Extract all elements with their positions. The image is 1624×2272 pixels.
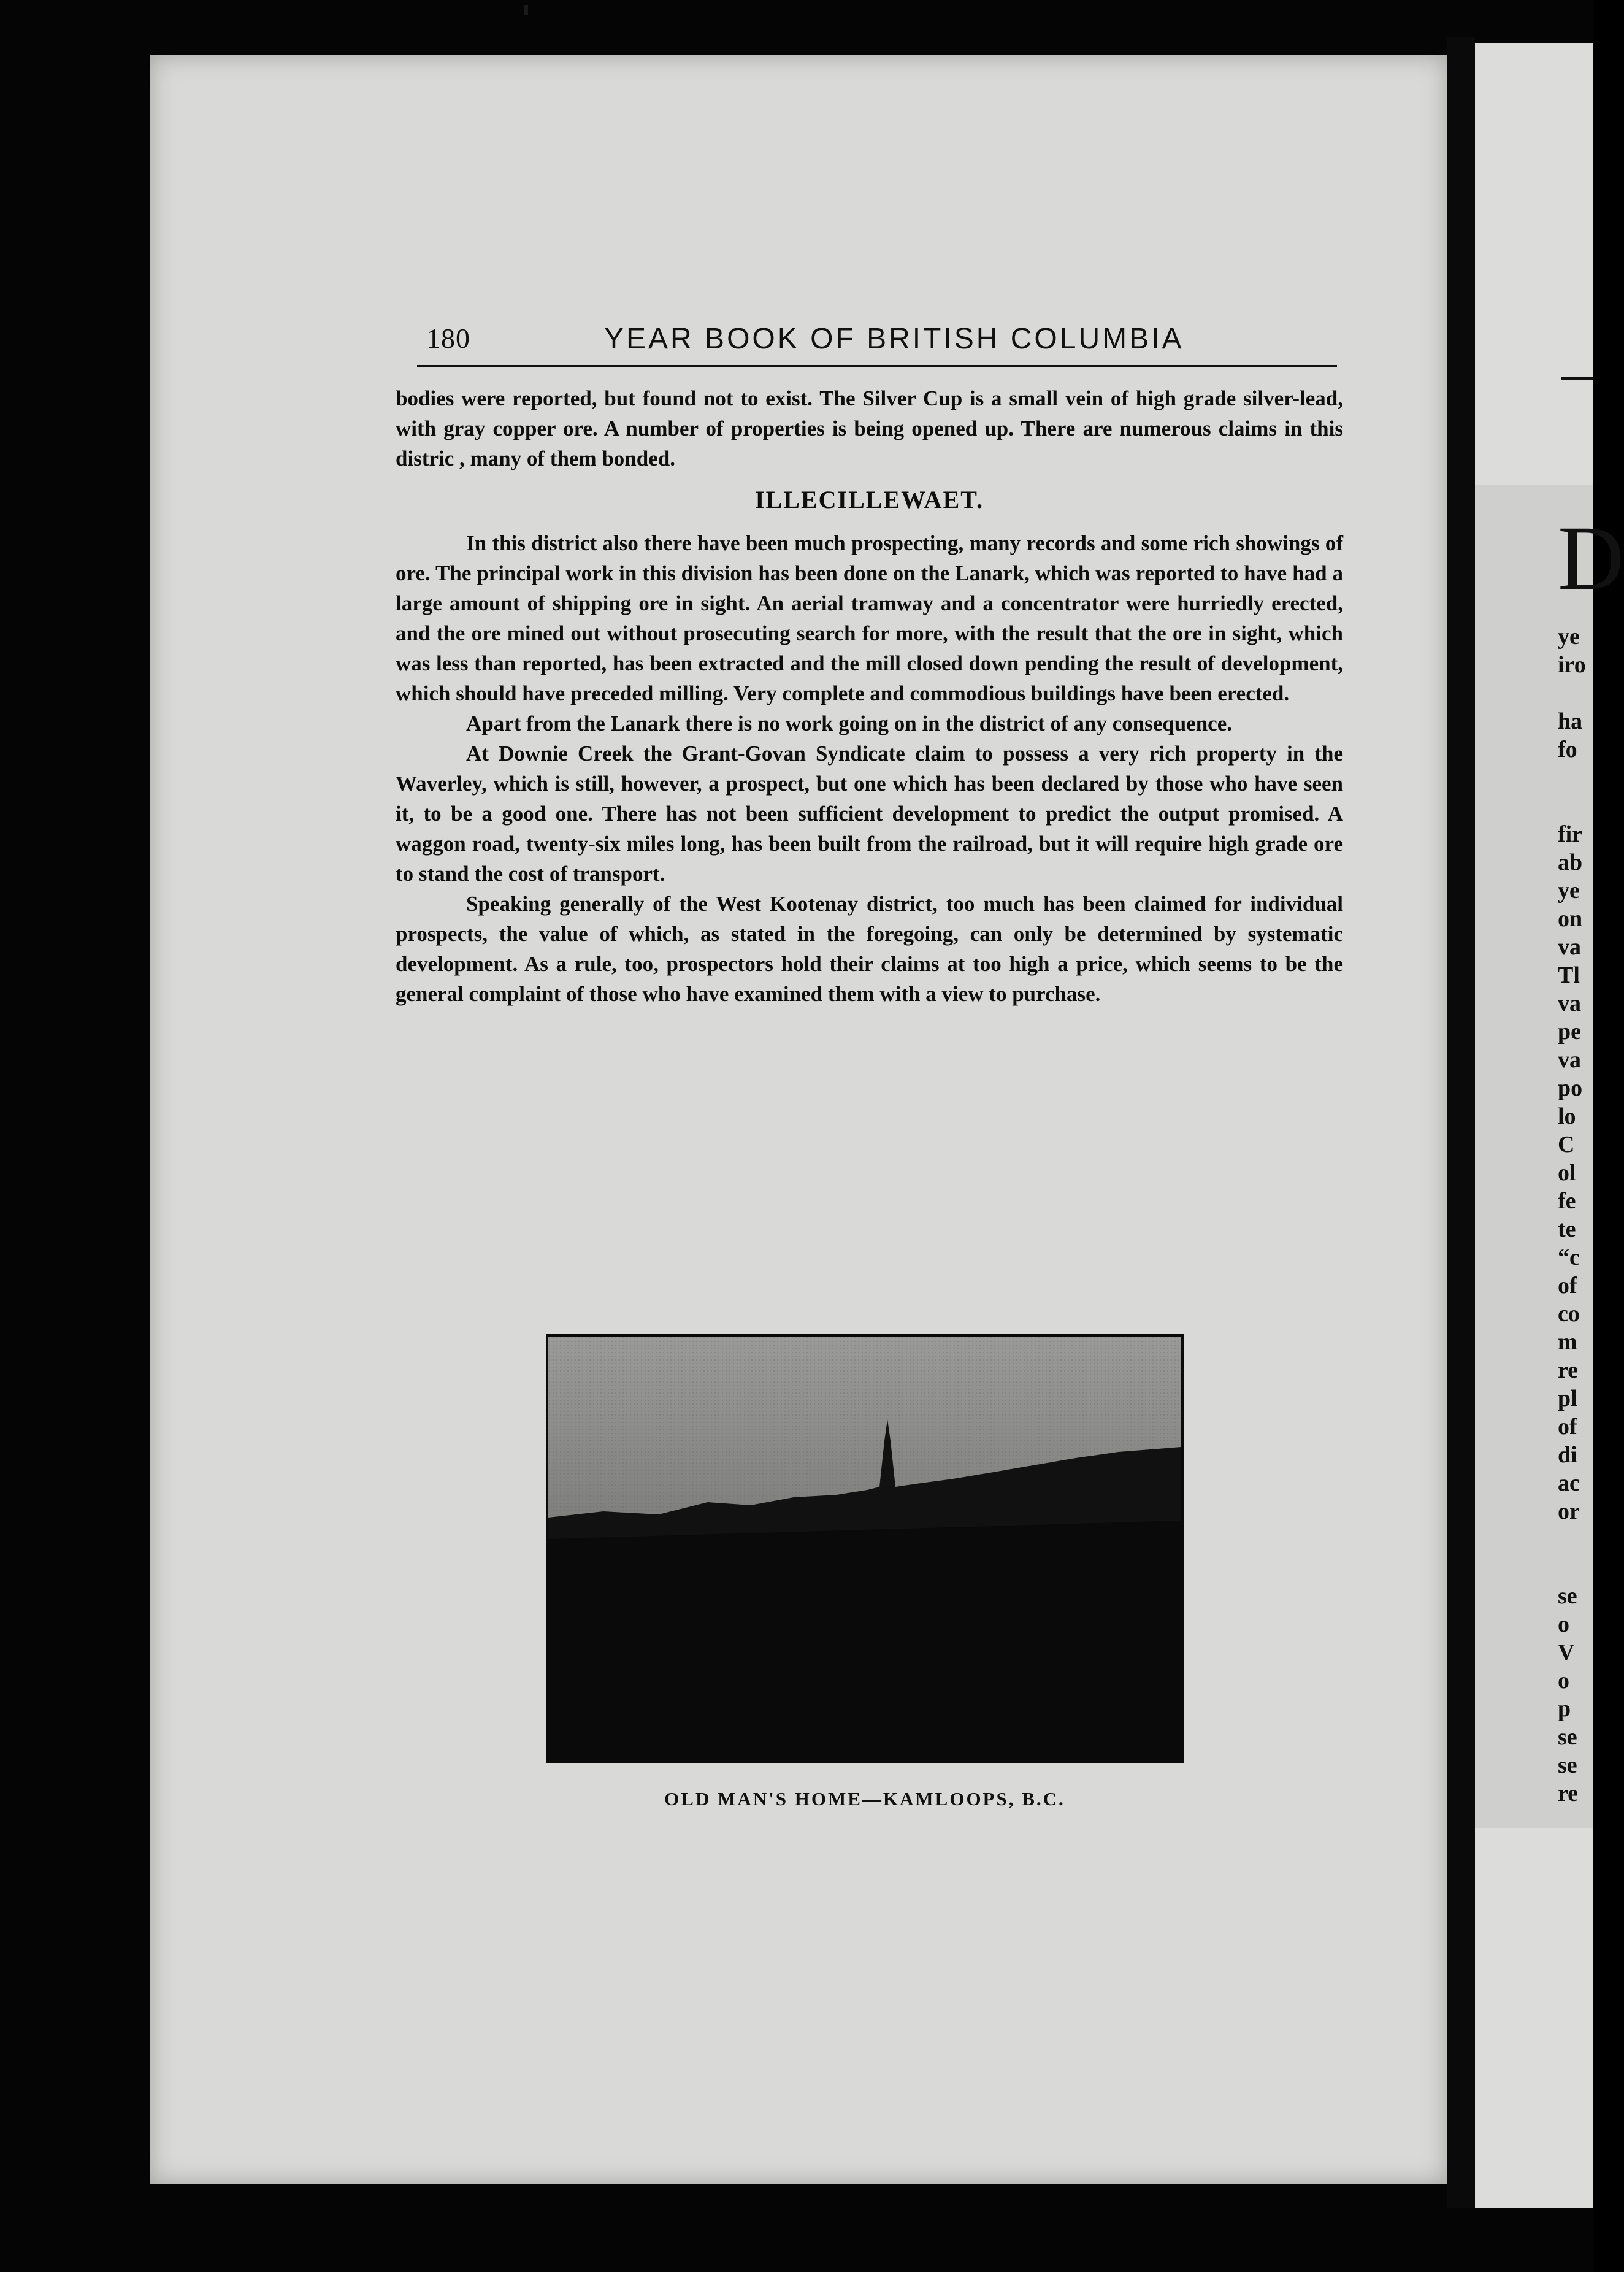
facing-page-fragment: [1558, 1526, 1586, 1554]
facing-page: [1475, 43, 1624, 2208]
facing-page-fragment: va: [1558, 1047, 1581, 1073]
left-page: [150, 55, 1447, 2184]
facing-page-fragment: lo: [1558, 1103, 1576, 1129]
paragraph-continued: bodies were reported, but found not to exist. The Silver Cup is a small vein of high grade silver-lead, with gray copper ore. A number of properties is being opened up. There are numerous claims in this distric , many of them bonded.: [396, 386, 1343, 470]
body-text: [396, 383, 1343, 1009]
facing-page-fragment: iro: [1558, 652, 1586, 678]
paragraph-downie-creek: At Downie Creek the Grant-Govan Syndicate claim to possess a very rich property in the Waverley, which is still, however, a prospect, but one which has been declared by those who have seen it, to be a good one. There has not been sufficient development to predict the output promised. A waggon road, twenty-six miles long, has been built from the railroad, but it will require high grade ore to stand the cost of transport.: [396, 742, 1343, 886]
running-head: [426, 322, 1352, 365]
facing-page-fragment: m: [1558, 1329, 1577, 1355]
facing-page-fragment: [1558, 792, 1586, 820]
section-heading: ILLECILLEWAET.: [755, 486, 984, 513]
facing-page-head-rule: [1561, 377, 1593, 380]
facing-page-fragment: fe: [1558, 1188, 1576, 1214]
facing-page-fragment: re: [1558, 1357, 1579, 1383]
facing-page-fragment: on: [1558, 906, 1583, 932]
facing-page-fragment: o: [1558, 1611, 1569, 1637]
facing-page-fragment: of: [1558, 1273, 1577, 1299]
facing-page-fragment: se: [1558, 1583, 1577, 1609]
facing-page-fragment: ol: [1558, 1160, 1576, 1186]
facing-page-fragment: re: [1558, 1781, 1579, 1806]
facing-page-fragment: ab: [1558, 850, 1583, 875]
facing-page-fragment: se: [1558, 1752, 1577, 1778]
facing-page-fragment: va: [1558, 991, 1581, 1016]
page-number: 180: [426, 323, 470, 354]
paragraph-west-kootenay: Speaking generally of the West Kootenay district, too much has been claimed for individual prospects, the value of which, as stated in the foregoing, can only be determined by systematic development. As a rule, too, prospectors hold their claims at too high a price, which seems to be the general complaint of those who have examined them with a view to purchase.: [396, 892, 1343, 1006]
facing-page-fragment: ye: [1558, 878, 1580, 904]
facing-page-fragment: [1558, 679, 1586, 707]
facing-page-fragment: ha: [1558, 708, 1583, 734]
facing-page-fragment: “c: [1558, 1245, 1580, 1270]
facing-page-fragment: di: [1558, 1442, 1577, 1468]
facing-page-fragment: Tl: [1558, 962, 1580, 988]
facing-page-fragment: se: [1558, 1724, 1577, 1750]
facing-page-fragment: [1558, 764, 1586, 792]
running-head-rule: [417, 365, 1337, 367]
halftone-photograph: [546, 1334, 1184, 1763]
facing-page-fragment: fo: [1558, 737, 1577, 762]
facing-page-fragment: po: [1558, 1075, 1583, 1101]
running-head-title: YEAR BOOK OF BRITISH COLUMBIA: [604, 323, 1184, 355]
facing-page-fragment: ac: [1558, 1470, 1580, 1496]
facing-page-fragment: ye: [1558, 624, 1580, 650]
facing-page-fragment: o: [1558, 1668, 1569, 1694]
paragraph-apart: Apart from the Lanark there is no work going on in the district of any consequence.: [466, 712, 1232, 735]
facing-page-fragment: co: [1558, 1301, 1580, 1327]
facing-page-fragment: p: [1558, 1696, 1571, 1722]
book-gutter: [1447, 37, 1475, 2208]
scan-speck: [524, 5, 528, 15]
photograph-image: [548, 1337, 1181, 1761]
paragraph-lanark: In this district also there have been much prospecting, many records and some rich showings of ore. The principal work in this division has been done on the Lanark, which was reported to have had a large amount of shipping ore in sight. An aerial tramway and a concentrator were hurriedly erected, and the ore mined out without prosecuting search for more, with the result that the ore in sight, which was less than reported, has been extracted and the mill closed down pending the result of development, which should have preceded milling. Very complete and commodious buildings have been erected.: [396, 531, 1343, 705]
facing-page-fragment: or: [1558, 1499, 1580, 1524]
facing-page-fragment: of: [1558, 1414, 1577, 1440]
facing-page-fragment: va: [1558, 934, 1581, 960]
facing-page-fragment: pe: [1558, 1019, 1581, 1045]
facing-page-fragment: V: [1558, 1640, 1575, 1665]
photo-caption: OLD MAN'S HOME—KAMLOOPS, B.C.: [664, 1788, 1065, 1810]
facing-page-fragment: fir: [1558, 821, 1583, 847]
facing-page-fragment: pl: [1558, 1386, 1577, 1411]
facing-page-drop-cap: D: [1558, 507, 1624, 609]
facing-page-fragment: te: [1558, 1216, 1576, 1242]
facing-page-fragments: [1558, 623, 1586, 1808]
facing-page-fragment: [1558, 1554, 1586, 1582]
facing-page-fragment: C: [1558, 1132, 1575, 1157]
